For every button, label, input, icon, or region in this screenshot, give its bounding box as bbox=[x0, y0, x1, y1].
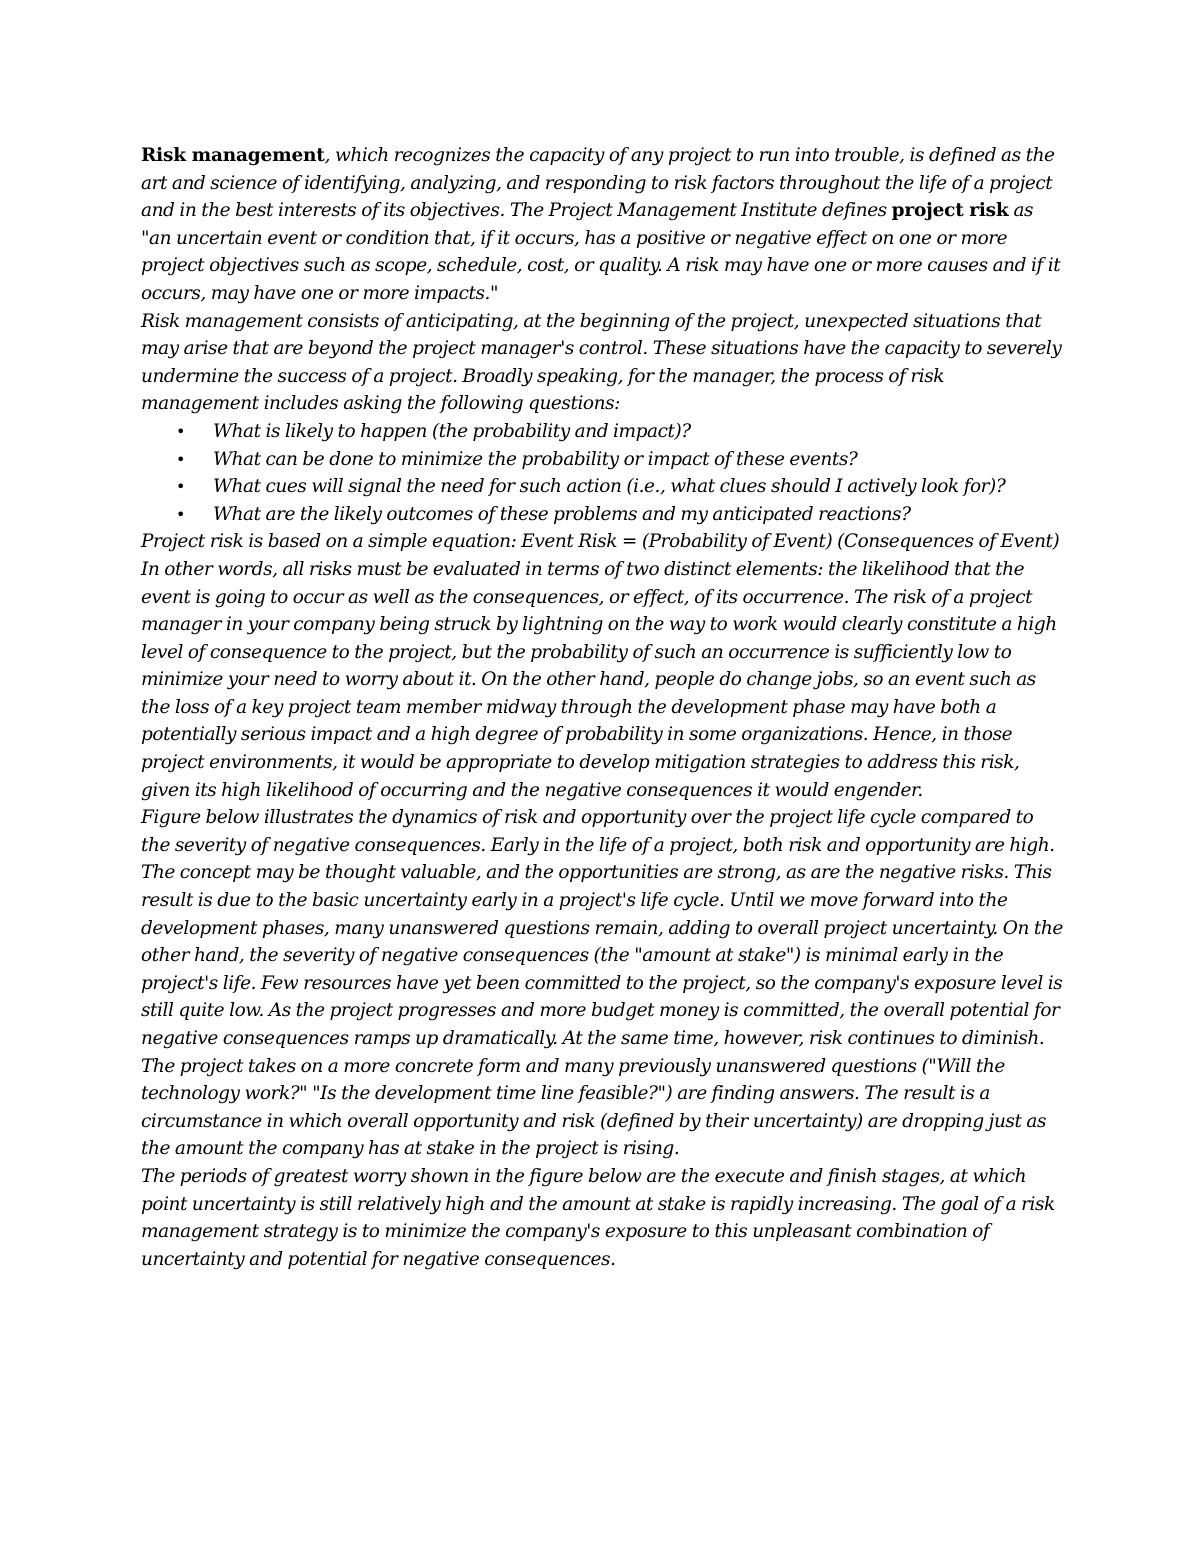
dynamics-paragraph: Figure below illustrates the dynamics of risk and opportunity over the project life cycle compared to the severity of negative consequences. Early in the life of a project, both risk and opportunity are high. The concept may be thought valuable, and the opportunities are strong, as are the negative risks. This result is due to the basic uncertainty early in a project's life cycle. Until we move forward into the development phases, many unanswered questions remain, adding to overall project uncertainty. On the other hand, the severity of negative consequences (the "amount at stake") is minimal early in the project's life. Few resources have yet been committed to the project, so the company's exposure level is still quite low. As the project progresses and more budget money is committed, the overall potential for negative consequences ramps up dramatically. At the same time, however, risk continues to diminish. The project takes on a more concrete form and many previously unanswered questions ("Will the technology work?" "Is the development time line feasible?") are finding answers. The result is a circumstance in which overall opportunity and risk (defined by their uncertainty) are dropping just as the amount the company has at stake in the project is rising. bbox=[141, 807, 1063, 1160]
list-item bbox=[176, 446, 1063, 474]
term-project-risk: project risk bbox=[891, 200, 1009, 222]
bullet-icon: • bbox=[176, 449, 185, 469]
list-item-text: What cues will signal the need for such action (i.e., what clues should I actively look for)? bbox=[213, 476, 1006, 498]
equation-paragraph: Project risk is based on a simple equation: Event Risk = (Probability of Event) (Consequences of Event) bbox=[141, 531, 1060, 553]
list-item-text: What can be done to minimize the probability or impact of these events? bbox=[213, 448, 858, 470]
term-risk-management: Risk management bbox=[141, 145, 325, 166]
likelihood-paragraph: In other words, all risks must be evaluated in terms of two distinct elements: the likelihood that the event is going to occur as well as the consequences, or effect, of its occurrence. The risk of a project manager in your company being struck by lightning on the way to work would clearly constitute a high level of consequence to the project, but the probability of such an occurrence is sufficiently low to minimize your need to worry about it. On the other hand, people do change jobs, so an event such as the loss of a key project team member midway through the development phase may have both a potentially serious impact and a high degree of probability in some organizations. Hence, in those project environments, it would be appropriate to develop mitigation strategies to address this risk, given its high likelihood of occurring and the negative consequences it would engender. bbox=[141, 558, 1057, 801]
bullet-icon: • bbox=[176, 421, 185, 441]
questions-list bbox=[141, 418, 1063, 528]
list-item-text: What is likely to happen (the probability and impact)? bbox=[213, 420, 691, 442]
list-item-text: What are the likely outcomes of these problems and my anticipated reactions? bbox=[213, 503, 911, 525]
list-item bbox=[176, 418, 1063, 446]
bullet-icon: • bbox=[176, 504, 185, 524]
intro-text-1: , which recognizes the capacity of any project to run into trouble, is defined as the art and science of identifying, analyzing, and responding to risk factors throughout the life of a project and in the best interests of its objectives. The Project Management Institute defines bbox=[141, 145, 1055, 222]
list-item bbox=[176, 501, 1063, 529]
document-body bbox=[141, 142, 1063, 1273]
greatest-worry-paragraph: The periods of greatest worry shown in the figure below are the execute and finish stages, at which point uncertainty is still relatively high and the amount at stake is rapidly increasing. The goal of a risk management strategy is to minimize the company's exposure to this unpleasant combination of uncertainty and potential for negative consequences. bbox=[141, 1165, 1055, 1270]
bullet-icon: • bbox=[176, 477, 185, 497]
risk-management-paragraph: Risk management consists of anticipating, at the beginning of the project, unexpected situations that may arise that are beyond the project manager's control. These situations have the capacity to severely undermine the success of a project. Broadly speaking, for the manager, the process of risk management includes asking the following questions: bbox=[141, 310, 1062, 415]
list-item bbox=[176, 473, 1063, 501]
intro-text-2: as "an uncertain event or condition that, if it occurs, has a positive or negative effect on one or more project objectives such as scope, schedule, cost, or quality. A risk may have one or more causes and if it occurs, may have one or more impacts." bbox=[141, 200, 1061, 304]
intro-paragraph bbox=[141, 142, 1063, 308]
